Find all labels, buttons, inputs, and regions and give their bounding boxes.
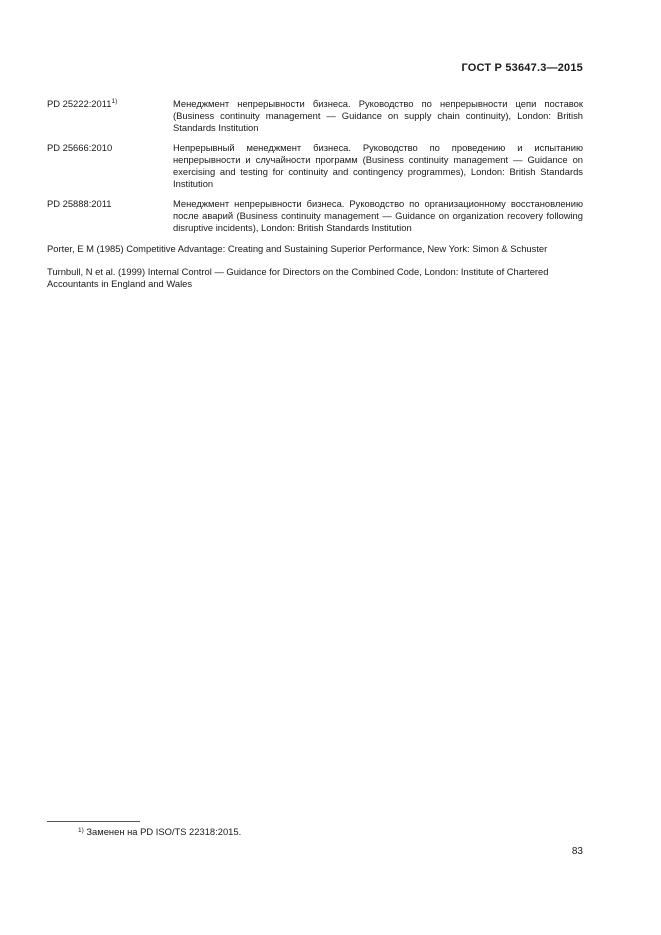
bibliography-code [47,142,173,190]
bibliography-code [47,98,173,134]
bibliography-entry [47,98,583,134]
bibliography-code-text: PD 25222:2011 [47,98,112,109]
standard-code-header: ГОСТ Р 53647.3—2015 [461,62,583,74]
bibliography-description: Менеджмент непрерывности бизнеса. Руководство по непрерывности цепи поставок (Business continuity management — Guidance on supply chain continuity), London: British Standards Institution [173,98,583,133]
bibliography-code [47,198,173,234]
bibliography-list [47,98,583,242]
bibliography-description: Менеджмент непрерывности бизнеса. Руководство по организационному восстановлению после аварий (Business continuity management — Guidance on organization recovery following disruptive incidents), London: British Standards Institution [173,198,583,233]
reference-turnbull: Turnbull, N et al. (1999) Internal Control — Guidance for Directors on the Combined Code, London: Institute of Chartered Accountants in England and Wales [47,266,549,289]
bibliography-entry [47,198,583,234]
footnote-mark: 1) [78,827,84,834]
page-number: 83 [571,846,583,857]
footnote-marker: 1) [111,98,118,105]
bibliography-description: Непрерывный менеджмент бизнеса. Руководство по проведению и испытанию непрерывности и случайности программ (Business continuity management — Guidance on exercising and testing for continuity and contingency programmes), London: British Standards Institution [173,142,583,189]
bibliography-code-text: PD 25888:2011 [47,198,112,209]
footnote-text: Заменен на PD ISO/TS 22318:2015. [86,826,242,837]
reference-porter: Porter, E M (1985) Competitive Advantage: Creating and Sustaining Superior Performance, New York: Simon & Schuster [47,243,548,254]
footnote [78,826,241,838]
footnote-divider [47,821,140,822]
bibliography-entry [47,142,583,190]
bibliography-code-text: PD 25666:2010 [47,142,113,153]
